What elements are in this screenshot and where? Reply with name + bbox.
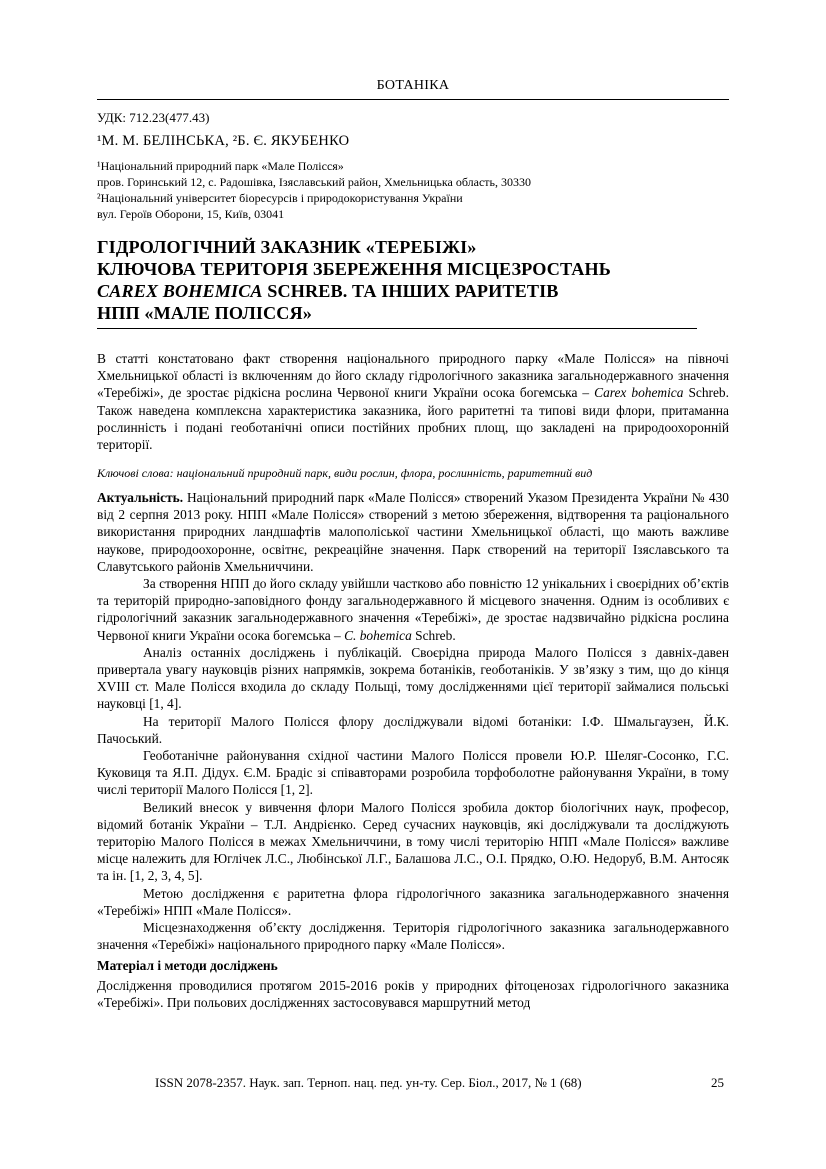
abstract-text: Schreb. Також наведена комплексна характеристика заказника, його раритетні та типові види флори, притаманна рослинність і подані геоботанічні описи постійних пробних площ, що закладені на природоохоронній території.	[97, 385, 729, 453]
title-line-rest: SCHREB. ТА ІНШИХ РАРИТЕТІВ	[262, 281, 559, 301]
section-label: Актуальність.	[97, 490, 184, 505]
affiliations	[97, 158, 737, 222]
paragraph-text: За створення НПП до його складу увійшли частково або повністю 12 унікальних і своєрідних об’єктів та територій природно-заповідного фонду загальнодержавного й місцевого значення. Одним із особливих є гідрологічний заказник загальнодержавного значення «Теребіжі», де зростає надзвичайно рідкісна рослина Червоної книги України осока богемська –	[97, 576, 729, 643]
affiliation-line: ²Національний університет біоресурсів і природокористування України	[97, 191, 463, 205]
abstract	[97, 350, 729, 453]
journal-footer: ISSN 2078-2357. Наук. зап. Терноп. нац. пед. ун-ту. Сер. Біол., 2017, № 1 (68)	[155, 1075, 582, 1090]
affiliation-line: ¹Національний природний парк «Мале Полісся»	[97, 159, 344, 173]
article-body	[97, 489, 729, 1011]
header-rule	[97, 99, 729, 100]
affiliation-line: пров. Горинський 12, с. Радошівка, Ізяславський район, Хмельницька область, 30330	[97, 175, 531, 189]
article-title	[97, 236, 707, 324]
affiliation-line: вул. Героїв Оборони, 15, Київ, 03041	[97, 207, 285, 221]
paragraph: Місцезнаходження об’єкту дослідження. Територія гідрологічного заказника загальнодержавного значення «Теребіжі» національного природного парку «Мале Полісся».	[97, 920, 729, 953]
abstract-text: В статті констатовано факт створення національного природного парку «Мале Полісся» на півночі Хмельницької області із включенням до його складу гідрологічного заказника загальнодержавного значення «Теребіжі», де зростає рідкісна рослина Червоної книги України осока богемська –	[97, 351, 729, 401]
paragraph	[97, 489, 729, 575]
paragraph: Метою дослідження є раритетна флора гідрологічного заказника загальнодержавного значення «Теребіжі» НПП «Мале Полісся».	[97, 885, 729, 918]
udc-code: УДК: 712.23(477.43)	[97, 110, 210, 125]
section-header: БОТАНІКА	[376, 78, 450, 93]
title-line: КЛЮЧОВА ТЕРИТОРІЯ ЗБЕРЕЖЕННЯ МІСЦЕЗРОСТАНЬ	[97, 259, 611, 279]
subheading: Матеріал і методи досліджень	[97, 958, 278, 974]
title-species: CAREX BOHEMICA	[97, 281, 263, 301]
paragraph: Геоботанічне районування східної частини Малого Полісся провели Ю.Р. Шеляг-Сосонко, Г.С. Куковиця та Я.П. Дідух. Є.М. Брадіс зі співавторами розробила торфоболотне районування України, в тому числі території Малого Полісся [1, 2].	[97, 748, 729, 798]
paragraph	[97, 575, 729, 644]
species-name: C. bohemica	[344, 627, 412, 643]
paragraph: Аналіз останніх досліджень і публікацій. Своєрідна природа Малого Полісся з давніх-давен привертала увагу науковців різних напрямків, зокрема ботаніків, геоботаніків. У зв’язку з тим, що до кінця XVIII ст. Мале Полісся входила до складу Польщі, тому дослідженнями цієї території займалися польські науковці [1, 4].	[97, 644, 729, 712]
title-rule	[97, 328, 697, 329]
title-line: ГІДРОЛОГІЧНИЙ ЗАКАЗНИК «ТЕРЕБІЖІ»	[97, 237, 477, 257]
paragraph: На території Малого Полісся флору досліджували відомі ботаніки: І.Ф. Шмальгаузен, Й.К. Пачоський.	[97, 713, 729, 746]
paragraph-text: Національний природний парк «Мале Полісся» створений Указом Президента України № 430 від 2 серпня 2013 року. НПП «Мале Полісся» створений з метою збереження, відтворення та раціонального використання природних ландшафтів малополіської частини Хмельницької області, що мають важливе наукове, природоохоронне, освітнє, рекреаційне значення. Парк створений на території Ізяславського та Славутського районів Хмельниччини.	[97, 490, 729, 574]
keywords: Ключові слова: національний природний парк, види рослин, флора, рослинність, раритетний вид	[97, 466, 593, 480]
title-line	[97, 280, 707, 302]
authors: ¹М. М. БЕЛІНСЬКА, ²Б. Є. ЯКУБЕНКО	[97, 133, 350, 149]
paragraph-text: Schreb.	[411, 627, 456, 643]
paragraph: Великий внесок у вивчення флори Малого Полісся зробила доктор біологічних наук, професор, відомий ботанік України – Т.Л. Андрієнко. Серед сучасних науковців, які досліджували та досліджують територію Малого Полісся в межах Хмельниччини, в тому числі територію НПП «Мале Полісся» важливе місце належить для Юглічек Л.С., Любінської Л.Г., Балашова Л.С., О.І. Прядко, О.Ю. Недоруб, В.М. Антосяк та ін. [1, 2, 3, 4, 5].	[97, 799, 729, 884]
title-line: НПП «МАЛЕ ПОЛІССЯ»	[97, 303, 312, 323]
abstract-species: Carex bohemica	[594, 385, 684, 401]
page-number: 25	[711, 1075, 724, 1090]
paragraph: Дослідження проводилися протягом 2015-2016 років у природних фітоценозах гідрологічного заказника «Теребіжі». При польових дослідженнях застосовувався маршрутний метод	[97, 977, 729, 1010]
